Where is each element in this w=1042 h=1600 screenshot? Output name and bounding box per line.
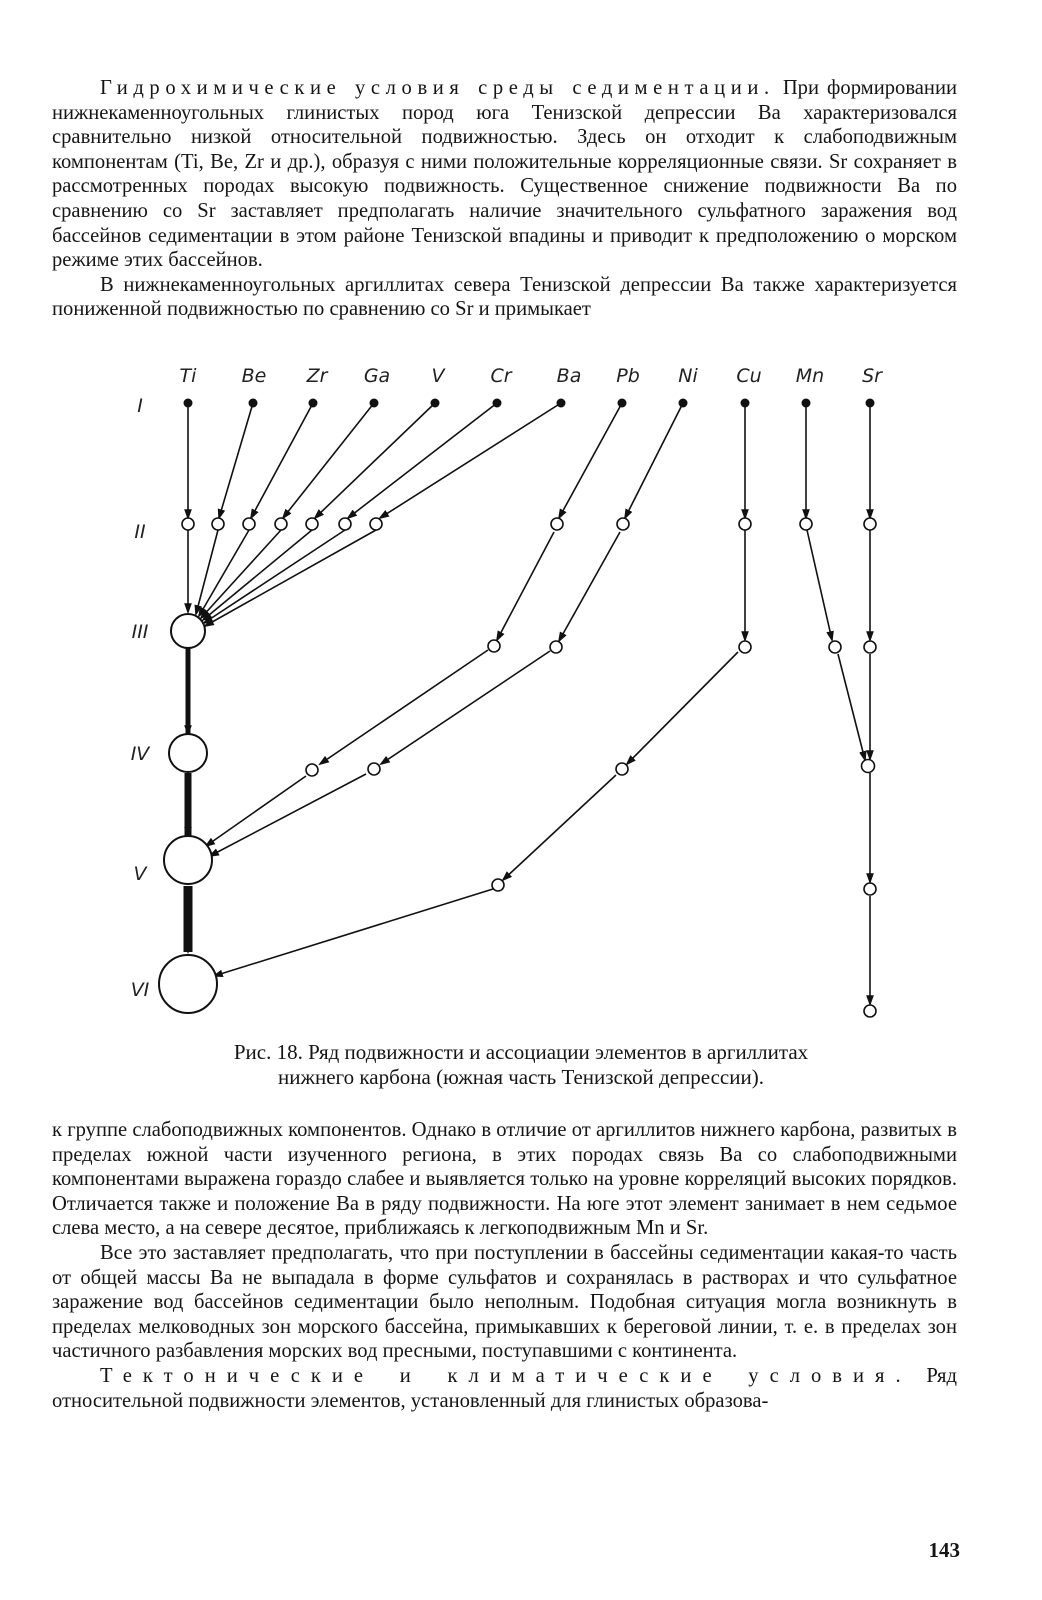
element-label-ni: Ni (678, 365, 698, 387)
node-pb-4 (306, 764, 318, 776)
node-ga-2 (275, 518, 287, 530)
element-label-v: V (431, 365, 445, 387)
node-mn-1 (802, 399, 811, 408)
link-cr-2-3 (204, 530, 345, 623)
top-text-block (52, 76, 957, 322)
link-ba-1-2 (380, 403, 561, 518)
element-label-ba: Ba (556, 365, 582, 387)
paragraph-continuation: к группе слабоподвижных компонентов. Однако в отличие от аргиллитов нижнего карбона, развитых в пределах южной части изученного региона, в этих породах связь Ва со слабоподвижными компонентами выражена гораздо слабее и выявляется только на уровне корреляций высоких порядков. Отличается также и положение Ва в ряду подвижности. На юге этот элемент занимает в нем седьмое слева место, а на севере десятое, приближаясь к легкоподвижным Mn и Sr. (52, 1119, 957, 1240)
node-cu-3 (739, 641, 751, 653)
paragraph-tectonic-text: Ряд относительной подвижности элементов, установленный для глинистых образова- (52, 1364, 957, 1412)
element-label-sr: Sr (862, 365, 882, 387)
paragraph-tectonic (52, 1364, 957, 1413)
link-pb-2-3 (497, 532, 554, 640)
paragraph-hydrochemical (52, 76, 957, 273)
level-label-6: VI (130, 979, 150, 1001)
node-sr-1 (866, 399, 875, 408)
element-label-mn: Mn (795, 365, 825, 387)
bottom-text-block (52, 1118, 957, 1413)
paragraph-conclusion: Все это заставляет предполагать, что при поступлении в бассейны седиментации какая-то часть от общей массы Ва не выпадала в форме сульфатов и сохранялась в растворах и что сульфатное заражение вод бассейнов седиментации было неполным. Подобная ситуация могла возникнуть в пределах мелководных зон морского бассейна, примыкавших к береговой линии, т. е. в пределах зон частичного разбавления морских вод пресными, поступавшими с континента. (52, 1241, 957, 1363)
level-labels (131, 395, 152, 1001)
node-sr-6 (864, 1005, 876, 1017)
link-zr-1-2 (251, 403, 313, 518)
node-cu-1 (741, 399, 750, 408)
node-ni-4 (368, 763, 380, 775)
node-cu-4 (616, 763, 628, 775)
link-ni-4-5 (210, 774, 366, 856)
element-label-be: Be (241, 365, 267, 387)
node-be-2 (212, 518, 224, 530)
link-pb-4-5 (206, 776, 306, 846)
link-ni-3-4 (381, 651, 550, 764)
node-sr-3 (864, 641, 876, 653)
node-association-6 (159, 955, 217, 1013)
node-ba-2 (370, 518, 382, 530)
element-labels (180, 365, 884, 387)
level-label-3: III (131, 621, 149, 643)
level-label-5: V (133, 863, 147, 885)
node-mn-3 (829, 641, 841, 653)
node-be-1 (249, 399, 258, 408)
intermediate-nodes (182, 518, 876, 1017)
node-mn-2 (800, 518, 812, 530)
link-cu-4-5 (503, 775, 616, 880)
paragraph-lead-text: При формировании нижнекаменноугольных глинистых пород юга Тенизской депрессии Ва характеризовался сравнительно низкой относительной подвижностью. Здесь он отходит к слабоподвижным компонентам (Ti, Be, Zr и др.), образуя с ними положительные корреляционные связи. Sr сохраняет в рассмотренных породах высокую подвижность. Существенное снижение подвижности Ва по сравнению со Sr заставляет предполагать наличие значительного сульфатного заражения вод бассейнов седиментации в этом районе Тенизской впадины и приводит к предположению о морском режиме этих бассейнов. (52, 77, 957, 272)
node-cr-1 (493, 399, 502, 408)
section-heading-hydrochemical: Гидрохимические условия среды седиментации. (100, 77, 775, 99)
node-pb-2 (551, 518, 563, 530)
link-cr-1-2 (348, 403, 497, 518)
level-label-2: II (134, 521, 146, 543)
node-cr-2 (339, 518, 351, 530)
link-ga-1-2 (283, 403, 374, 518)
element-label-cr: Cr (490, 365, 512, 387)
node-zr-2 (243, 518, 255, 530)
link-mn-3-4 (838, 654, 865, 760)
node-ba-1 (557, 399, 566, 408)
link-pb-3-4 (320, 650, 488, 764)
node-ni-1 (679, 399, 688, 408)
section-heading-tectonic: Тектонические и климатические условия. (100, 1364, 912, 1387)
paragraph-north-argillites: В нижнекаменноугольных аргиллитах севера Тенизской депрессии Ва также характеризуется пониженной подвижностью по сравнению со Sr и примыкает (52, 273, 957, 321)
node-pb-1 (618, 399, 627, 408)
link-v-1-2 (315, 403, 435, 518)
level-label-4: IV (130, 743, 150, 765)
node-cu-5 (492, 879, 504, 891)
node-sr-2 (864, 518, 876, 530)
figure-caption (60, 1040, 982, 1090)
node-ti-1 (184, 399, 193, 408)
link-ni-1-2 (625, 403, 683, 518)
page-number: 143 (928, 1538, 960, 1562)
node-association-4 (169, 734, 207, 772)
node-v-2 (306, 518, 318, 530)
element-label-ga: Ga (363, 365, 391, 387)
node-cu-2 (739, 518, 751, 530)
mobility-diagram (0, 355, 1042, 1035)
level-1-nodes (184, 399, 875, 408)
node-ga-1 (370, 399, 379, 408)
caption-line-2: нижнего карбона (южная часть Тенизской депрессии). (278, 1065, 764, 1089)
node-ni-2 (617, 518, 629, 530)
node-v-1 (431, 399, 440, 408)
link-pb-1-2 (559, 403, 622, 518)
node-association-5 (164, 836, 212, 884)
link-ni-2-3 (559, 532, 620, 641)
element-label-zr: Zr (306, 365, 328, 387)
level-label-1: I (137, 395, 143, 417)
link-cu-5-6 (214, 889, 493, 976)
link-mn-2-3 (807, 530, 832, 640)
node-ni-3 (550, 641, 562, 653)
node-pb-3 (488, 640, 500, 652)
node-sr-5 (864, 883, 876, 895)
element-label-pb: Pb (616, 365, 640, 387)
link-ba-2-3 (205, 530, 376, 626)
element-label-ti: Ti (179, 365, 197, 387)
node-mnsr-4 (862, 760, 875, 773)
node-zr-1 (309, 399, 318, 408)
caption-line-1: Рис. 18. Ряд подвижности и ассоциации элементов в аргиллитах (233, 1040, 809, 1064)
element-label-cu: Cu (736, 365, 762, 387)
link-cu-3-4 (627, 652, 738, 764)
node-ti-2 (182, 518, 194, 530)
node-association-3 (171, 614, 205, 648)
link-be-1-2 (219, 403, 253, 518)
mobility-links (188, 403, 870, 1004)
